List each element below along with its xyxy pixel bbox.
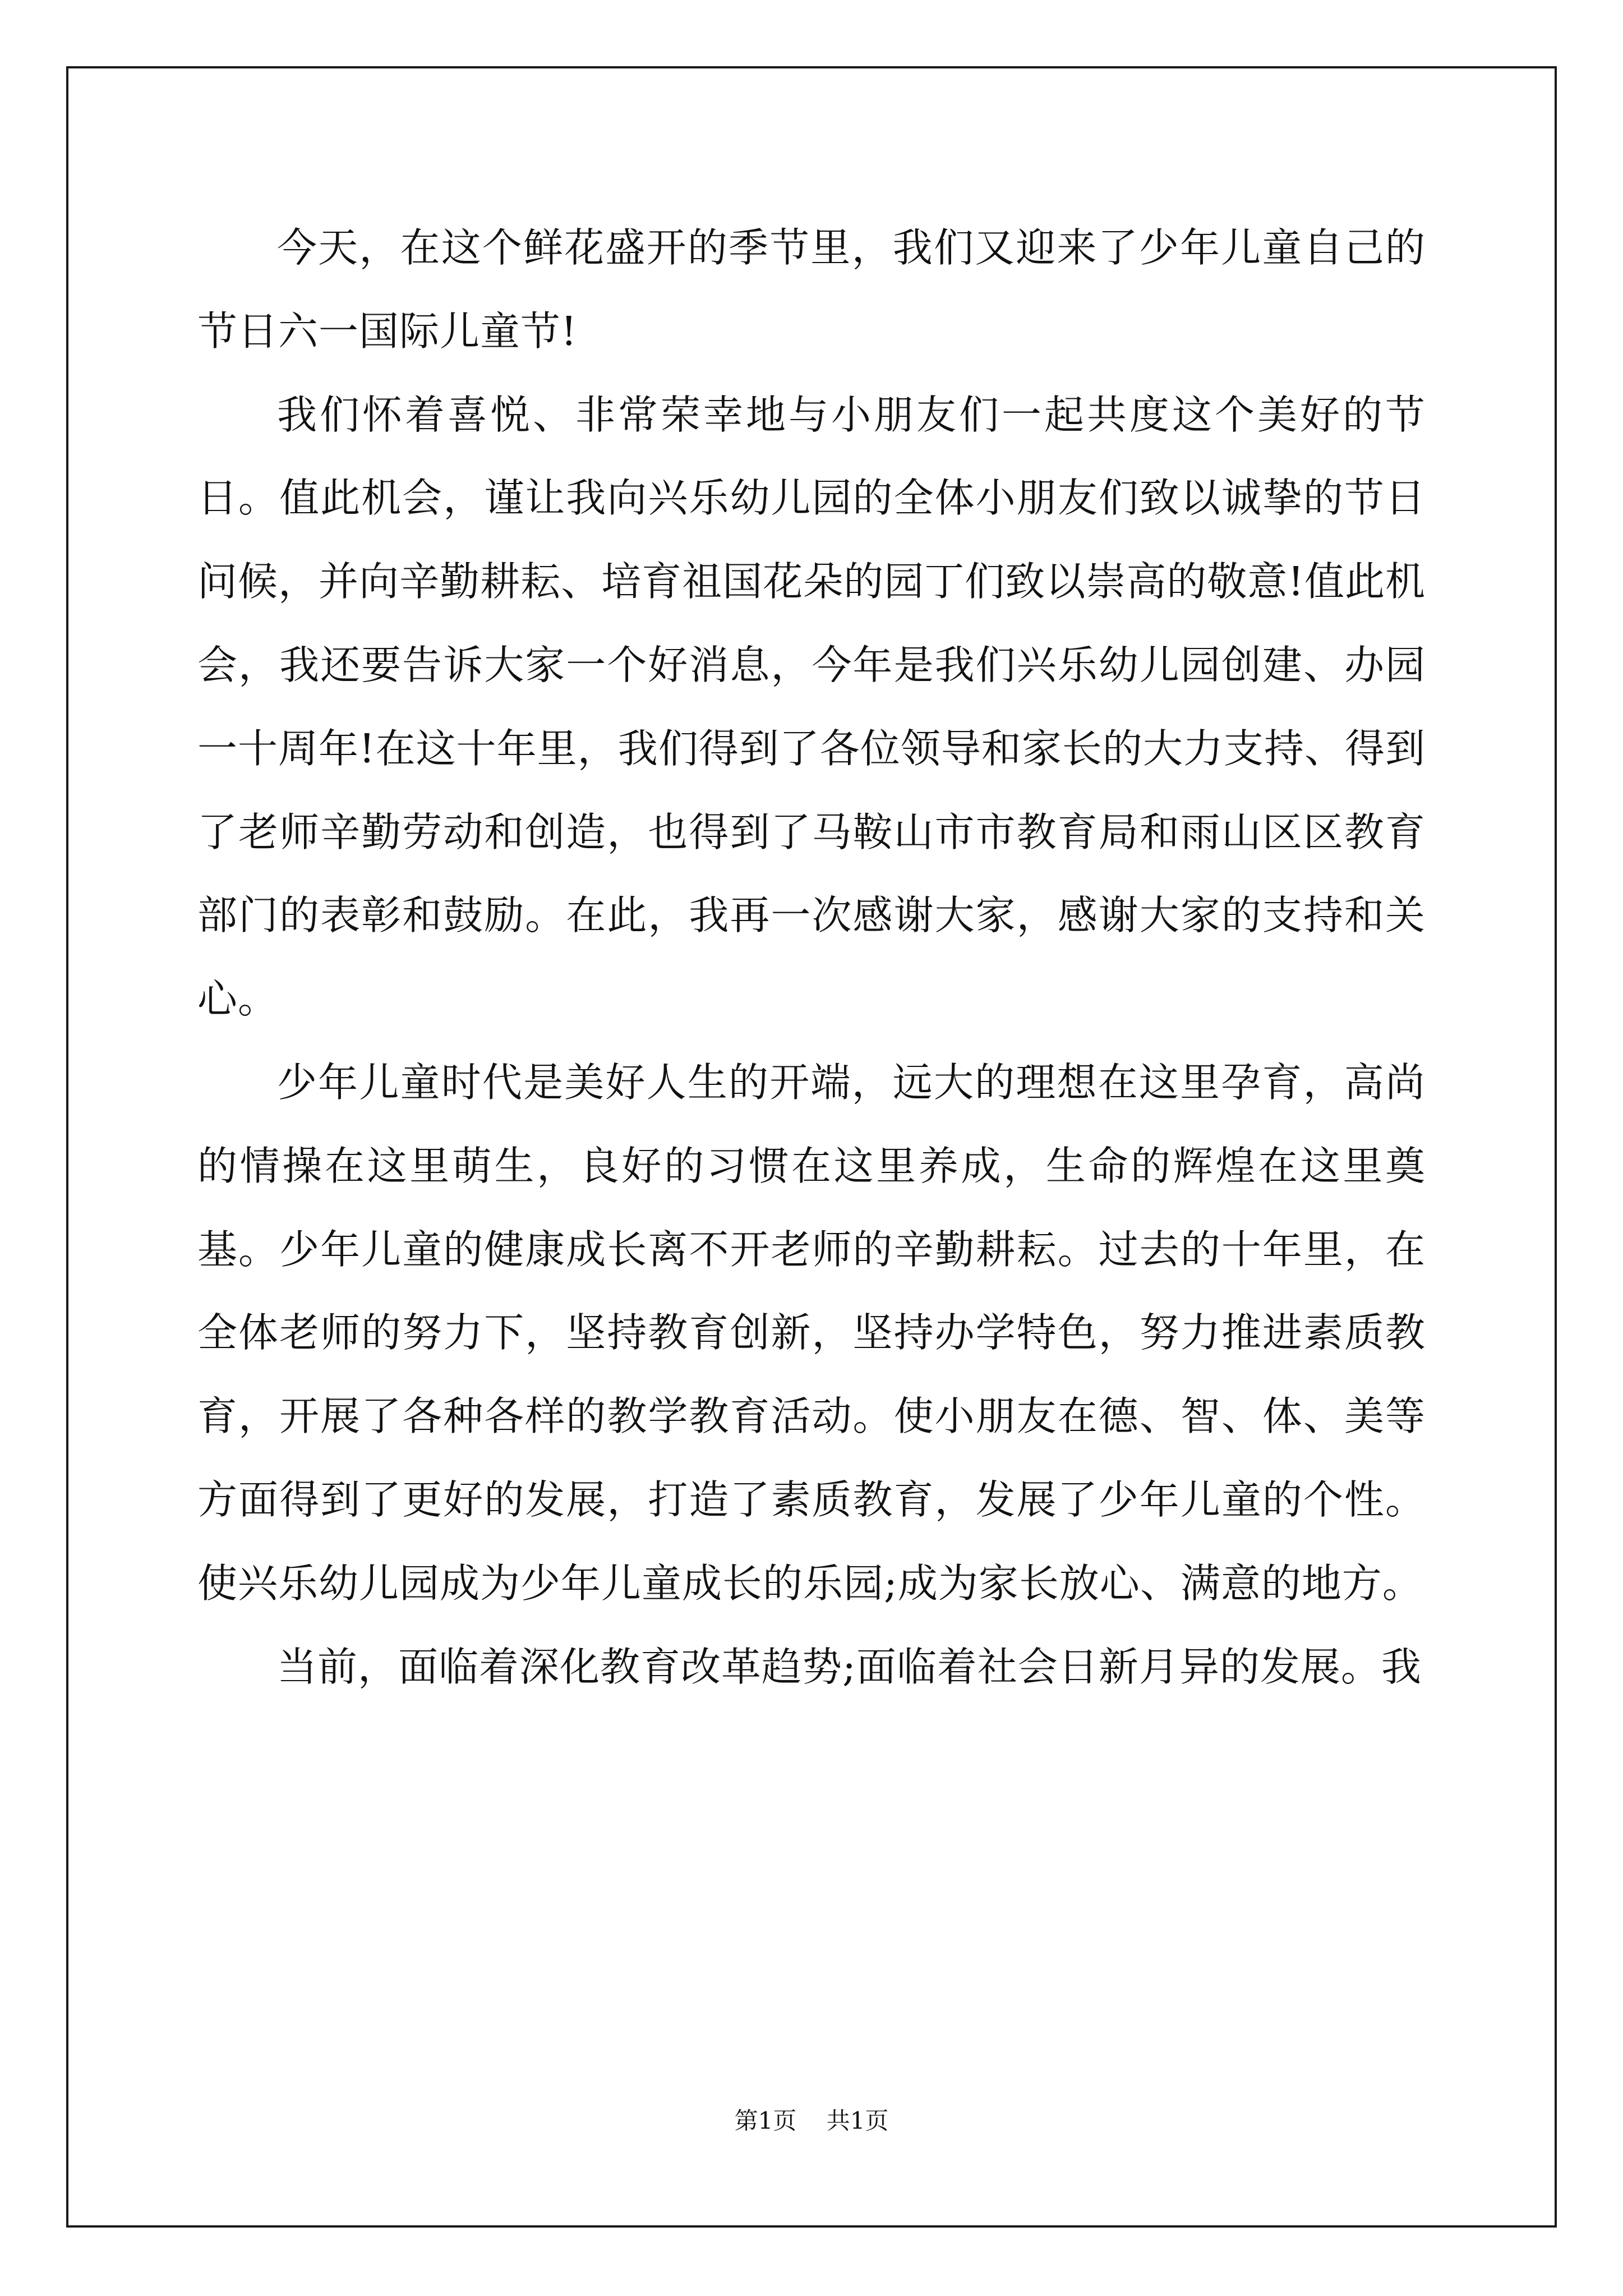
page-footer [0,2102,1623,2136]
paragraph-1: 今天，在这个鲜花盛开的季节里，我们又迎来了少年儿童自己的节日六一国际儿童节! [197,224,1426,355]
paragraph-3: 少年儿童时代是美好人生的开端，远大的理想在这里孕育，高尚的情操在这里萌生，良好的习惯在这里养成，生命的辉煌在这里奠基。少年儿童的健康成长离不开老师的辛勤耕耘。过去的十年里，在全体老师的努力下，坚持教育创新，坚持办学特色，努力推进素质教育，开展了各种各样的教学教育活动。使小朋友在德、智、体、美等方面得到了更好的发展，打造了素质教育，发展了少年儿童的个性。使兴乐幼儿园成为少年儿童成长的乐园;成为家长放心、满意的地方。 [197,1059,1426,1607]
paragraph-4: 当前，面临着深化教育改革趋势;面临着社会日新月异的发展。我 [277,1643,1422,1690]
page-number-total: 共1页 [826,2107,889,2134]
document-body [197,206,1426,1709]
paragraph-2: 我们怀着喜悦、非常荣幸地与小朋友们一起共度这个美好的节日。值此机会，谨让我向兴乐幼儿园的全体小朋友们致以诚挚的节日问候，并向辛勤耕耘、培育祖国花朵的园丁们致以崇高的敬意!值此机会，我还要告诉大家一个好消息，今年是我们兴乐幼儿园创建、办园一十周年!在这十年里，我们得到了各位领导和家长的大力支持、得到了老师辛勤劳动和创造，也得到了马鞍山市市教育局和雨山区区教育部门的表彰和鼓励。在此，我再一次感谢大家，感谢大家的支持和关心。 [197,391,1426,1023]
page-number-current: 第1页 [734,2107,797,2134]
footer-spacer [796,2107,826,2134]
